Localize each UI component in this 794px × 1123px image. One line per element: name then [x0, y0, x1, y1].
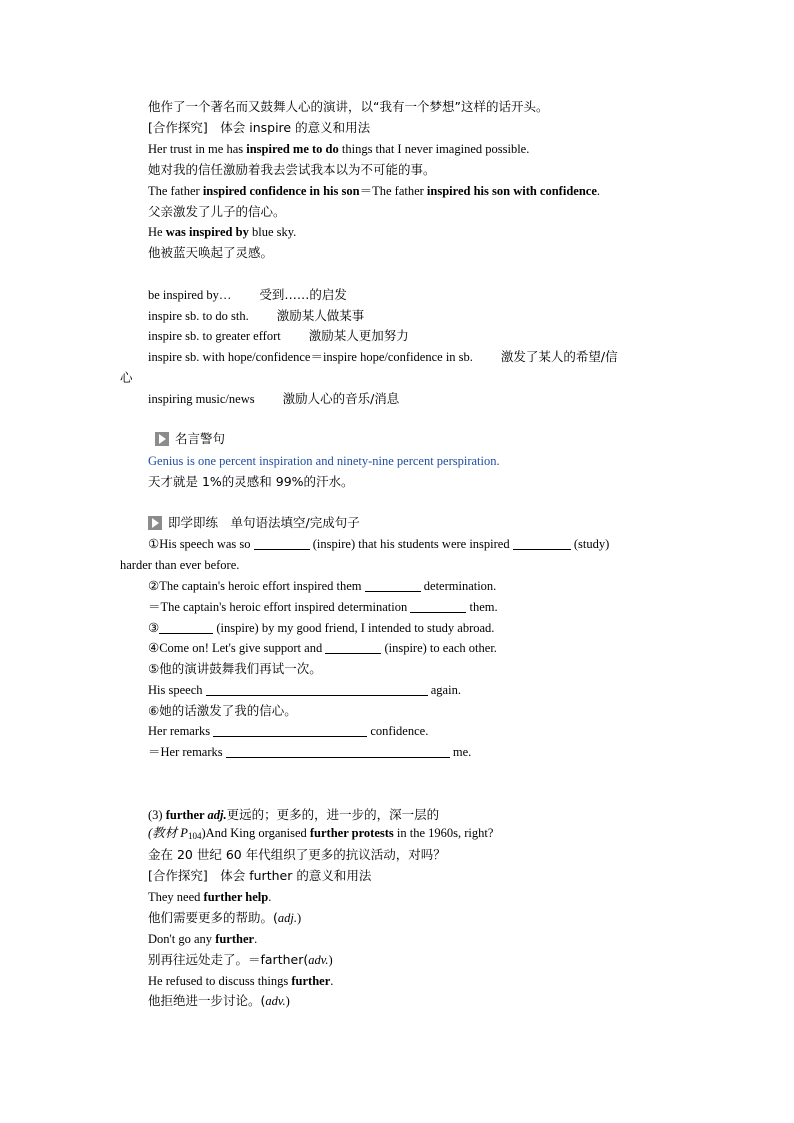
answer-blank[interactable] [365, 579, 421, 592]
example-en: The father inspired confidence in his son＝The father inspired his son with confidence. [148, 184, 600, 198]
exercise-heading: 即学即练 单句语法填空/完成句子 [148, 515, 360, 531]
answer-blank[interactable] [513, 537, 571, 550]
sentence-cn: 他作了一个著名而又鼓舞人心的演讲，以“我有一个梦想”这样的话开头。 [148, 99, 549, 114]
example-en: Don't go any further. [148, 932, 258, 946]
example-cn: 别再往远处走了。＝farther(adv.) [148, 952, 333, 967]
source-cn: 金在 20 世纪 60 年代组织了更多的抗议活动，对吗？ [148, 847, 446, 862]
quote-cn: 天才就是 1%的灵感和 99%的汗水。 [148, 474, 354, 489]
answer-blank[interactable] [159, 621, 213, 634]
exercise-q1-cont: harder than ever before. [120, 558, 240, 572]
exercise-q5: His speech again. [148, 683, 461, 697]
phrase-item: inspire sb. to do sth. 激励某人做某事 [148, 308, 365, 323]
exercise-q5-cn: ⑤他的演讲鼓舞我们再试一次。 [148, 661, 322, 676]
exercise-q6-cn: ⑥她的话激发了我的信心。 [148, 703, 297, 718]
phrase-item: be inspired by… 受到……的启发 [148, 287, 347, 302]
example-en: They need further help. [148, 890, 272, 904]
example-en: Her trust in me has inspired me to do things that I never imagined possible. [148, 142, 530, 156]
answer-blank[interactable] [410, 600, 466, 613]
exercise-q2: ②The captain's heroic effort inspired them determination. [148, 579, 497, 593]
example-cn: 他拒绝进一步讨论。(adv.) [148, 993, 290, 1008]
answer-blank[interactable] [226, 745, 450, 758]
example-cn: 她对我的信任激励着我去尝试我本以为不可能的事。 [148, 162, 436, 177]
phrase-item: inspire sb. to greater effort 激励某人更加努力 [148, 328, 409, 343]
exercise-q6: Her remarks confidence. [148, 724, 429, 738]
answer-blank[interactable] [213, 724, 367, 737]
example-en: He refused to discuss things further. [148, 974, 334, 988]
exercise-q2-alt: ＝The captain's heroic effort inspired determination them. [148, 600, 498, 614]
exercise-q1: ①His speech was so (inspire) that his students were inspired (study) [148, 537, 610, 551]
answer-blank[interactable] [206, 683, 428, 696]
arrow-marker-icon [148, 516, 162, 530]
further-heading: (3) further adj.更远的；更多的，进一步的，深一层的 [148, 807, 440, 822]
quote-en: Genius is one percent inspiration and ninety-nine percent perspiration. [148, 454, 500, 468]
exercise-q4: ④Come on! Let's give support and (inspire) to each other. [148, 641, 497, 655]
phrase-item-wrap: 心 [120, 370, 133, 385]
phrase-item: inspire sb. with hope/confidence＝inspire hope/confidence in sb. 激发了某人的希望/信 [148, 349, 618, 364]
exercise-q6-alt: ＝Her remarks me. [148, 745, 472, 759]
example-cn: 他被蓝天唤起了灵感。 [148, 245, 274, 260]
example-cn: 父亲激发了儿子的信心。 [148, 204, 286, 219]
example-en: He was inspired by blue sky. [148, 225, 297, 239]
answer-blank[interactable] [325, 641, 381, 654]
quote-heading: 名言警句 [155, 431, 225, 447]
example-cn: 他们需要更多的帮助。(adj.) [148, 910, 302, 925]
phrase-item: inspiring music/news 激励人心的音乐/消息 [148, 391, 400, 406]
answer-blank[interactable] [254, 537, 310, 550]
explore-heading: [合作探究] 体会 inspire 的意义和用法 [148, 120, 371, 135]
exercise-q3: ③ (inspire) by my good friend, I intended to study abroad. [148, 621, 495, 635]
textbook-source: (教材 $P_{104})And$ King organised further protests in the 1960s, right? [148, 826, 494, 841]
arrow-marker-icon [155, 432, 169, 446]
explore-heading: [合作探究] 体会 further 的意义和用法 [148, 868, 372, 883]
